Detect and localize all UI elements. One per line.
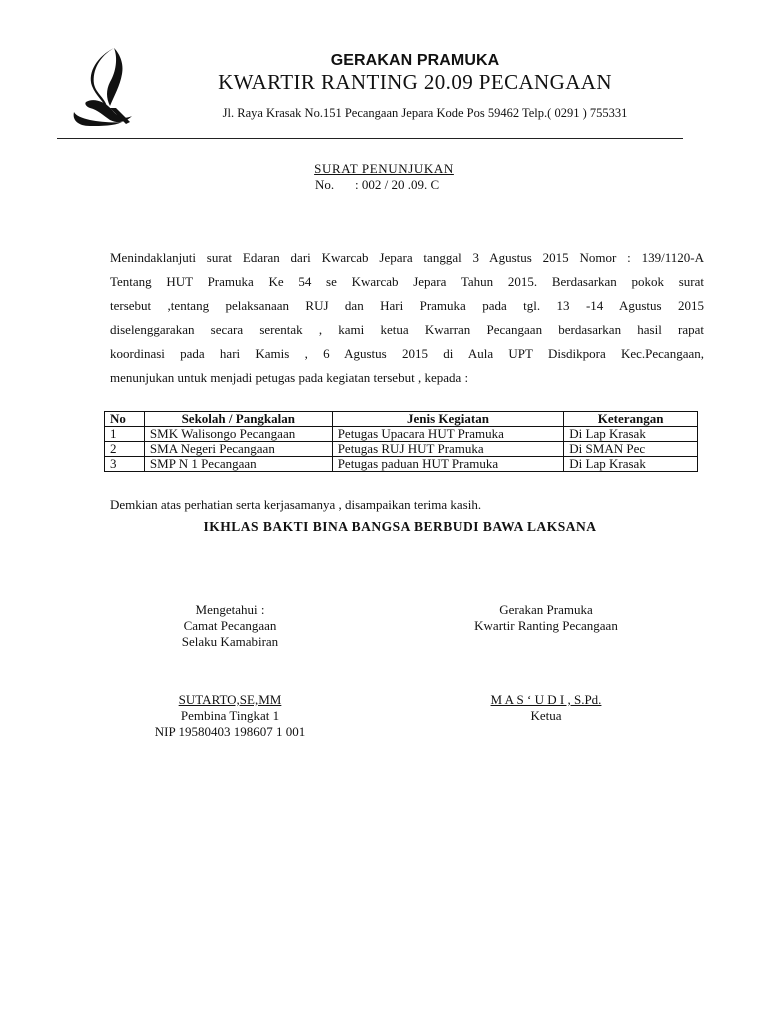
tunas-logo	[70, 46, 134, 130]
body-paragraph	[110, 246, 704, 390]
body-line: tersebut ,tentang pelaksanaan RUJ dan Hari Pramuka pada tgl. 13 -14 Agustus 2015	[110, 298, 704, 313]
org-name: GERAKAN PRAMUKA	[330, 52, 500, 69]
body-line: diselenggarakan secara serentak , kami ketua Kwarran Pecangaan berdasarkan hasil rapat	[110, 322, 704, 337]
tunas-pramuka-icon	[74, 48, 132, 126]
column-header-activity: Jenis Kegiatan	[332, 412, 564, 427]
cell-school: SMA Negeri Pecangaan	[144, 442, 332, 457]
signature-left-position: Pembina Tingkat 1	[180, 708, 280, 723]
column-header-notes: Keterangan	[564, 412, 698, 427]
body-line: Tentang HUT Pramuka Ke 54 se Kwarcab Jepara Tahun 2015. Berdasarkan pokok surat	[110, 274, 704, 289]
signature-right-position: Ketua	[530, 708, 562, 723]
signature-left-role: Selaku Kamabiran	[181, 634, 279, 649]
cell-school: SMP N 1 Pecangaan	[144, 457, 332, 472]
table-header-row	[105, 412, 698, 427]
motto: IKHLAS BAKTI BINA BANGSA BERBUDI BAWA LAKSANA	[203, 519, 597, 534]
table-row	[105, 442, 698, 457]
cell-school: SMK Walisongo Pecangaan	[144, 427, 332, 442]
table-row	[105, 457, 698, 472]
document-number: : 002 / 20 .09. C	[355, 177, 440, 192]
cell-notes: Di Lap Krasak	[564, 457, 698, 472]
signature-left-office: Camat Pecangaan	[183, 618, 277, 633]
body-line: menunjukan untuk menjadi petugas pada kegiatan tersebut , kepada :	[110, 370, 469, 385]
org-address: Jl. Raya Krasak No.151 Pecangaan Jepara Kode Pos 59462 Telp.( 0291 ) 755331	[222, 106, 628, 120]
signature-right-branch: Kwartir Ranting Pecangaan	[474, 618, 618, 633]
document-title: SURAT PENUNJUKAN	[314, 161, 454, 176]
signature-left-name: SUTARTO,SE,MM	[178, 692, 282, 707]
table-row	[105, 427, 698, 442]
cell-notes: Di SMAN Pec	[564, 442, 698, 457]
signature-right-org: Gerakan Pramuka	[499, 602, 593, 617]
cell-no: 2	[105, 442, 145, 457]
column-header-school: Sekolah / Pangkalan	[144, 412, 332, 427]
closing-text: Demkian atas perhatian serta kerjasamanya , disampaikan terima kasih.	[110, 497, 482, 512]
column-header-no: No	[105, 412, 145, 427]
signature-right-name: M A S ‘ U D I , S.Pd.	[490, 692, 602, 707]
assignment-table	[104, 411, 698, 472]
signature-left-acknowledged: Mengetahui :	[195, 602, 265, 617]
letterhead-divider	[57, 138, 683, 139]
body-line: Menindaklanjuti surat Edaran dari Kwarcab Jepara tanggal 3 Agustus 2015 Nomor : 139/1120-A	[110, 250, 704, 265]
cell-activity: Petugas paduan HUT Pramuka	[332, 457, 564, 472]
signature-left-nip: NIP 19580403 198607 1 001	[154, 724, 306, 739]
cell-no: 1	[105, 427, 145, 442]
org-branch: KWARTIR RANTING 20.09 PECANGAAN	[218, 70, 612, 94]
body-line: koordinasi pada hari Kamis , 6 Agustus 2015 di Aula UPT Disdikpora Kec.Pecangaan,	[110, 346, 704, 361]
cell-no: 3	[105, 457, 145, 472]
cell-notes: Di Lap Krasak	[564, 427, 698, 442]
document-number-label: No.	[315, 177, 335, 192]
cell-activity: Petugas Upacara HUT Pramuka	[332, 427, 564, 442]
cell-activity: Petugas RUJ HUT Pramuka	[332, 442, 564, 457]
